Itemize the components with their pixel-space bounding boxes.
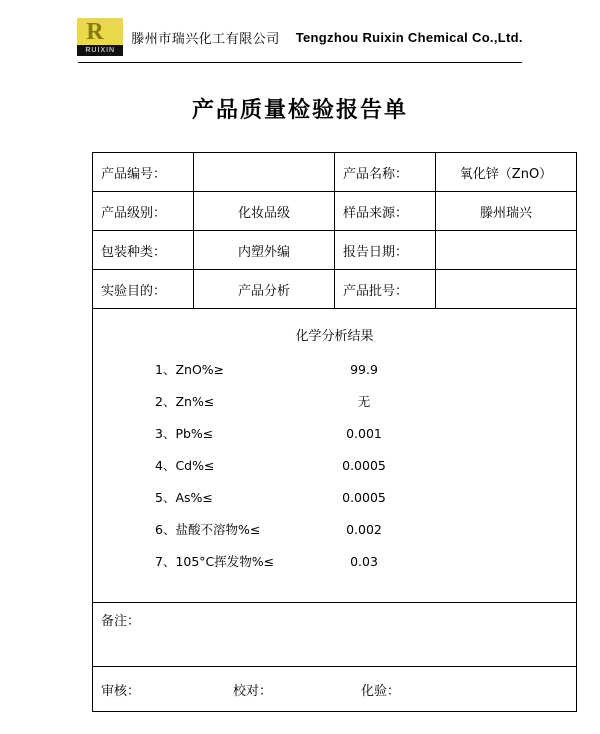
list-item — [93, 552, 576, 570]
field-value-product-grade: 化妆品级 — [194, 192, 335, 231]
list-item — [93, 456, 576, 474]
logo-letter: R — [86, 19, 104, 45]
signature-proof-label: 校对： — [233, 683, 273, 699]
field-label-product-name: 产品名称： — [335, 153, 436, 192]
remark-cell — [93, 603, 577, 667]
field-value-report-date — [436, 231, 577, 270]
list-item — [93, 392, 576, 410]
analysis-item-name: 4、Cd%≤ — [155, 458, 215, 473]
analysis-item-name: 1、ZnO%≥ — [155, 362, 225, 377]
signature-review-label: 审核： — [101, 683, 141, 699]
analysis-item-name: 2、Zn%≤ — [155, 394, 215, 409]
analysis-item-name: 7、105°C挥发物%≤ — [155, 554, 275, 569]
analysis-item-value: 0.002 — [346, 522, 382, 537]
document-header — [0, 0, 600, 62]
analysis-section-row — [93, 309, 577, 603]
signature-fields — [101, 667, 568, 711]
list-item — [93, 360, 576, 378]
analysis-item-name: 6、盐酸不溶物%≤ — [155, 522, 261, 537]
analysis-item-value: 0.03 — [350, 554, 378, 569]
field-label-sample-source: 样品来源： — [335, 192, 436, 231]
analysis-item-value: 0.0005 — [342, 458, 386, 473]
table-row — [93, 231, 577, 270]
field-label-batch-number: 产品批号： — [335, 270, 436, 309]
logo-wordmark: RUIXIN — [77, 45, 123, 56]
header-divider — [78, 62, 522, 63]
analysis-item-value: 0.001 — [346, 426, 382, 441]
field-label-package-type: 包装种类： — [93, 231, 194, 270]
remark-row — [93, 603, 577, 667]
remark-label: 备注： — [101, 614, 141, 629]
analysis-item-value: 0.0005 — [342, 490, 386, 505]
analysis-list — [93, 356, 576, 602]
signature-cell — [93, 667, 577, 712]
field-value-sample-source: 滕州瑞兴 — [436, 192, 577, 231]
signature-test-label: 化验： — [361, 683, 401, 699]
analysis-section — [93, 309, 577, 603]
field-value-batch-number — [436, 270, 577, 309]
list-item — [93, 488, 576, 506]
field-value-product-name: 氧化锌（ZnO） — [436, 153, 577, 192]
field-label-report-date: 报告日期： — [335, 231, 436, 270]
analysis-item-name: 5、As%≤ — [155, 490, 213, 505]
field-label-product-grade: 产品级别： — [93, 192, 194, 231]
table-row — [93, 270, 577, 309]
company-name-chinese: 滕州市瑞兴化工有限公司 — [131, 31, 280, 47]
analysis-item-value: 无 — [357, 394, 371, 409]
field-label-product-code: 产品编号： — [93, 153, 194, 192]
signature-row — [93, 667, 577, 712]
analysis-item-value: 99.9 — [350, 362, 378, 377]
analysis-item-name: 3、Pb%≤ — [155, 426, 214, 441]
analysis-title: 化学分析结果 — [295, 329, 374, 344]
page-title: 产品质量检验报告单 — [191, 98, 408, 123]
field-label-test-purpose: 实验目的： — [93, 270, 194, 309]
field-value-test-purpose: 产品分析 — [194, 270, 335, 309]
table-row — [93, 153, 577, 192]
table-row — [93, 192, 577, 231]
report-table — [92, 152, 577, 712]
field-value-product-code — [194, 153, 335, 192]
list-item — [93, 424, 576, 442]
company-logo — [77, 18, 123, 56]
company-name-english: Tengzhou Ruixin Chemical Co.,Ltd. — [295, 29, 523, 45]
list-item — [93, 520, 576, 538]
field-value-package-type: 内塑外编 — [194, 231, 335, 270]
